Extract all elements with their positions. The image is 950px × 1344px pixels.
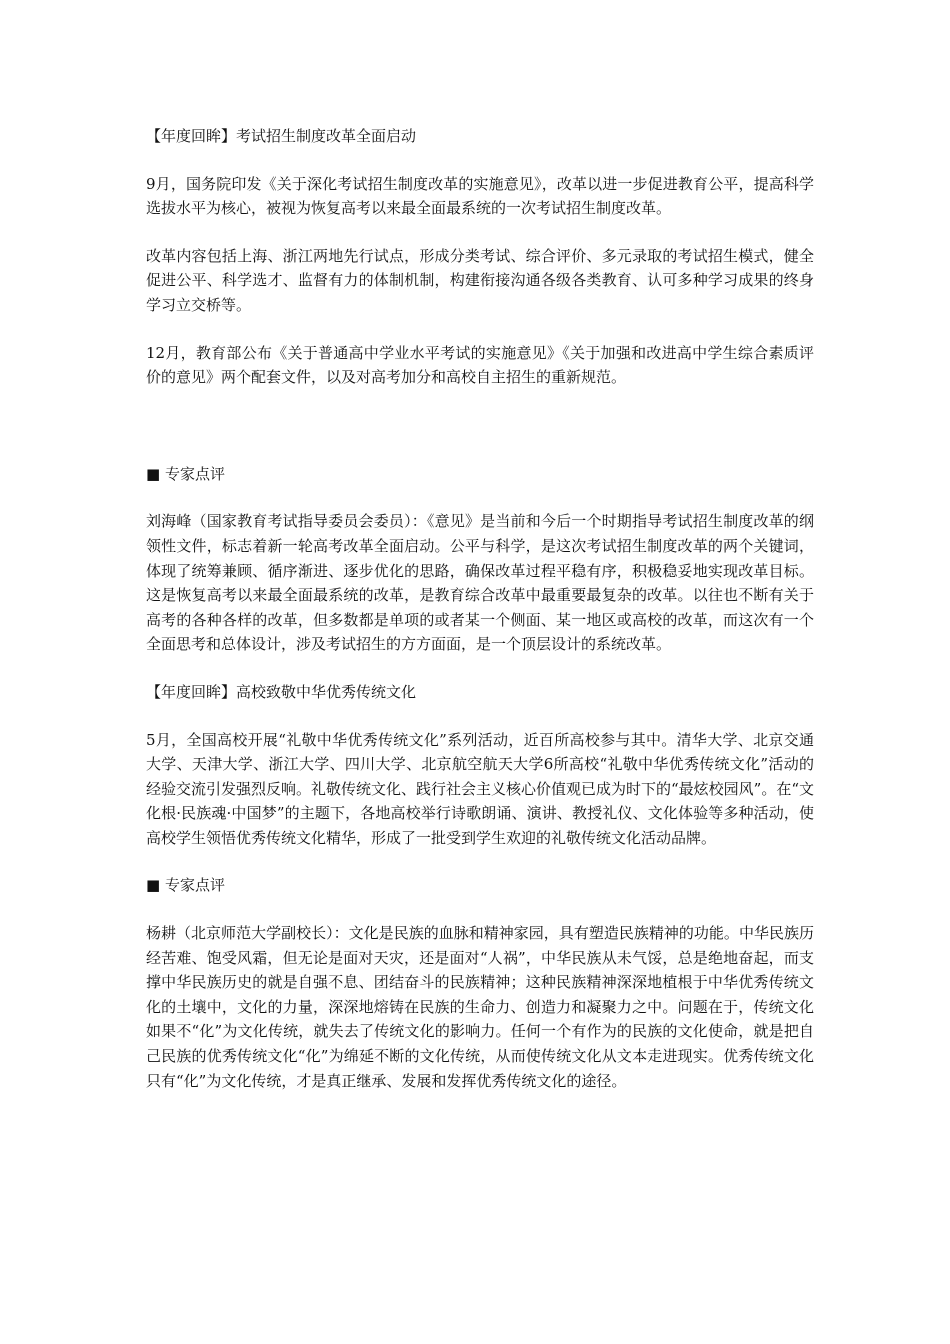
- section-1-expert-comment: 刘海峰（国家教育考试指导委员会委员）：《意见》是当前和今后一个时期指导考试招生制度改革的纲领性文件，标志着新一轮高考改革全面启动。公平与科学，是这次考试招生制度改革的两个关键词，体现了统筹兼顾、循序渐进、逐步优化的思路，确保改革过程平稳有序，积极稳妥地实现改革目标。这是恢复高考以来最全面最系统的改革，是教育综合改革中最重要最复杂的改革。以往也不断有关于高考的各种各样的改革，但多数都是单项的或者某一个侧面、某一地区或高校的改革，而这次有一个全面思考和总体设计，涉及考试招生的方方面面，是一个顶层设计的系统改革。: [146, 512, 814, 654]
- section-1-heading: 【年度回眸】考试招生制度改革全面启动: [146, 127, 417, 145]
- section-1-paragraph-3: 12月，教育部公布《关于普通高中学业水平考试的实施意见》《关于加强和改进高中学生综合素质评价的意见》两个配套文件，以及对高考加分和高校自主招生的重新规范。: [146, 343, 814, 387]
- section-1-paragraph-1: 9月，国务院印发《关于深化考试招生制度改革的实施意见》，改革以进一步促进教育公平，提高科学选拔水平为核心，被视为恢复高考以来最全面最系统的一次考试招生制度改革。: [146, 174, 814, 218]
- section-2-paragraph-1: 5月，全国高校开展“礼敬中华优秀传统文化”系列活动，近百所高校参与其中。清华大学、北京交通大学、天津大学、浙江大学、四川大学、北京航空航天大学6所高校“礼敬中华优秀传统文化”活动的经验交流引发强烈反响。礼敬传统文化、践行社会主义核心价值观已成为时下的“最炫校园风”。在“文化根·民族魂·中国梦”的主题下，各地高校举行诗歌朗诵、演讲、教授礼仪、文化体验等多种活动，使高校学生领悟优秀传统文化精华，形成了一批受到学生欢迎的礼敬传统文化活动品牌。: [146, 730, 815, 847]
- section-1-expert-label: ■ 专家点评: [146, 464, 225, 483]
- section-2-heading: 【年度回眸】高校致敬中华优秀传统文化: [146, 682, 417, 701]
- section-2-expert-comment: 杨耕（北京师范大学副校长）：文化是民族的血脉和精神家园，具有塑造民族精神的功能。中华民族历经苦难、饱受风霜，但无论是面对天灾，还是面对“人祸”，中华民族从未气馁，总是绝地奋起，而支撑中华民族历史的就是自强不息、团结奋斗的民族精神；这种民族精神深深地植根于中华优秀传统文化的土壤中，文化的力量，深深地熔铸在民族的生命力、创造力和凝聚力之中。问题在于，传统文化如果不“化”为文化传统，就失去了传统文化的影响力。任何一个有作为的民族的文化使命，就是把自己民族的优秀传统文化“化”为绵延不断的文化传统，从而使传统文化从文本走进现实。优秀传统文化只有“化”为文化传统，才是真正继承、发展和发挥优秀传统文化的途径。: [146, 924, 814, 1090]
- section-1-paragraph-2: 改革内容包括上海、浙江两地先行试点，形成分类考试、综合评价、多元录取的考试招生模式，健全促进公平、科学选才、监督有力的体制机制，构建衔接沟通各级各类教育、认可多种学习成果的终身学习立交桥等。: [146, 246, 814, 314]
- section-2-expert-label: ■ 专家点评: [146, 876, 225, 895]
- document-body: [146, 124, 814, 1093]
